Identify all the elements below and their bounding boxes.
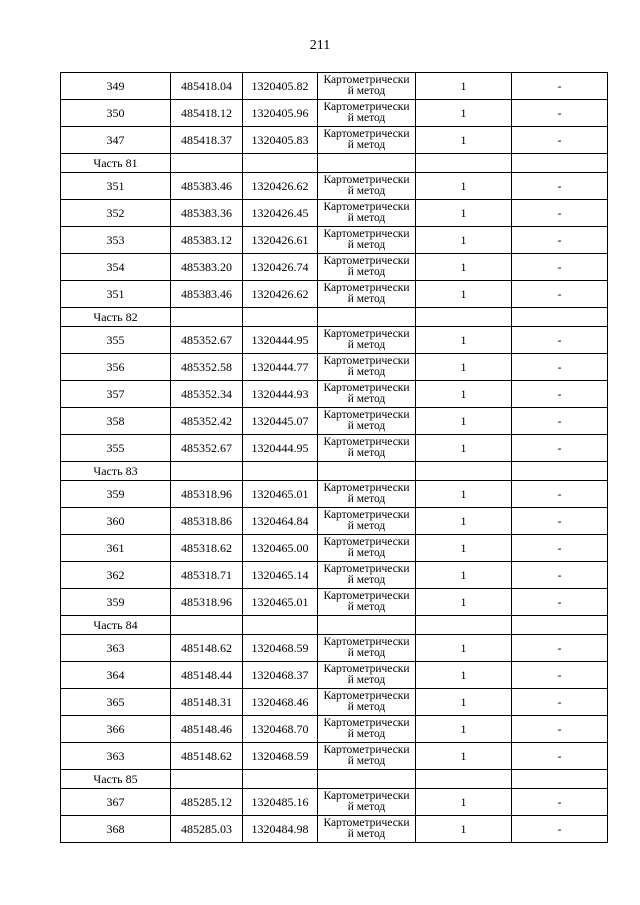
method-line-1: Картометрически <box>323 790 410 802</box>
point-number-cell: 351 <box>61 281 171 308</box>
note-cell: - <box>512 100 608 127</box>
y-coordinate-cell: 1320444.77 <box>243 354 318 381</box>
method-line-1: Картометрически <box>323 663 410 675</box>
method-line-2: й метод <box>347 239 386 251</box>
x-coordinate-cell: 485318.86 <box>171 508 243 535</box>
method-cell <box>318 535 416 562</box>
x-coordinate-cell: 485383.46 <box>171 173 243 200</box>
note-cell: - <box>512 481 608 508</box>
empty-cell <box>243 616 318 635</box>
table-row <box>61 716 608 743</box>
table-row <box>61 689 608 716</box>
x-coordinate-cell: 485418.04 <box>171 73 243 100</box>
point-number-cell: 367 <box>61 789 171 816</box>
y-coordinate-cell: 1320426.61 <box>243 227 318 254</box>
accuracy-cell: 1 <box>416 200 512 227</box>
method-line-2: й метод <box>347 339 386 351</box>
note-cell: - <box>512 73 608 100</box>
y-coordinate-cell: 1320405.83 <box>243 127 318 154</box>
method-line-2: й метод <box>347 520 386 532</box>
note-cell: - <box>512 562 608 589</box>
empty-cell <box>243 308 318 327</box>
method-line-1: Картометрически <box>323 201 410 213</box>
accuracy-cell: 1 <box>416 408 512 435</box>
x-coordinate-cell: 485352.67 <box>171 435 243 462</box>
point-number-cell: 347 <box>61 127 171 154</box>
method-line-2: й метод <box>347 801 386 813</box>
table-row <box>61 281 608 308</box>
point-number-cell: 351 <box>61 173 171 200</box>
note-cell: - <box>512 408 608 435</box>
page-number: 211 <box>309 38 331 53</box>
x-coordinate-cell: 485383.12 <box>171 227 243 254</box>
empty-cell <box>512 616 608 635</box>
point-number-cell: 365 <box>61 689 171 716</box>
method-line-2: й метод <box>347 674 386 686</box>
method-line-2: й метод <box>347 420 386 432</box>
empty-cell <box>171 770 243 789</box>
point-number-cell: 363 <box>61 635 171 662</box>
method-line-1: Картометрически <box>323 509 410 521</box>
accuracy-cell: 1 <box>416 562 512 589</box>
x-coordinate-cell: 485148.31 <box>171 689 243 716</box>
x-coordinate-cell: 485418.12 <box>171 100 243 127</box>
point-number-cell: 355 <box>61 435 171 462</box>
table-row <box>61 743 608 770</box>
y-coordinate-cell: 1320444.95 <box>243 327 318 354</box>
note-cell: - <box>512 281 608 308</box>
empty-cell <box>416 308 512 327</box>
method-line-1: Картометрически <box>323 282 410 294</box>
method-line-1: Картометрически <box>323 482 410 494</box>
table-row <box>61 789 608 816</box>
method-cell <box>318 689 416 716</box>
table-row <box>61 254 608 281</box>
part-label: Часть 82 <box>61 308 171 327</box>
method-line-1: Картометрически <box>323 536 410 548</box>
note-cell: - <box>512 816 608 843</box>
accuracy-cell: 1 <box>416 227 512 254</box>
empty-cell <box>318 462 416 481</box>
table-row <box>61 200 608 227</box>
part-label: Часть 84 <box>61 616 171 635</box>
part-label: Часть 83 <box>61 462 171 481</box>
part-header-row <box>61 462 608 481</box>
empty-cell <box>318 770 416 789</box>
method-cell <box>318 100 416 127</box>
table-row <box>61 481 608 508</box>
table-row <box>61 100 608 127</box>
method-cell <box>318 381 416 408</box>
method-line-2: й метод <box>347 701 386 713</box>
x-coordinate-cell: 485352.34 <box>171 381 243 408</box>
method-line-1: Картометрически <box>323 355 410 367</box>
empty-cell <box>318 616 416 635</box>
method-line-2: й метод <box>347 647 386 659</box>
y-coordinate-cell: 1320465.00 <box>243 535 318 562</box>
note-cell: - <box>512 589 608 616</box>
y-coordinate-cell: 1320465.01 <box>243 481 318 508</box>
method-cell <box>318 789 416 816</box>
note-cell: - <box>512 662 608 689</box>
accuracy-cell: 1 <box>416 743 512 770</box>
accuracy-cell: 1 <box>416 73 512 100</box>
empty-cell <box>512 462 608 481</box>
method-line-1: Картометрически <box>323 436 410 448</box>
table-row <box>61 816 608 843</box>
method-cell <box>318 354 416 381</box>
method-cell <box>318 562 416 589</box>
empty-cell <box>318 308 416 327</box>
method-line-1: Картометрически <box>323 328 410 340</box>
x-coordinate-cell: 485352.67 <box>171 327 243 354</box>
y-coordinate-cell: 1320485.16 <box>243 789 318 816</box>
method-line-2: й метод <box>347 547 386 559</box>
method-line-1: Картометрически <box>323 717 410 729</box>
table-row <box>61 73 608 100</box>
note-cell: - <box>512 200 608 227</box>
part-header-row <box>61 308 608 327</box>
point-number-cell: 349 <box>61 73 171 100</box>
accuracy-cell: 1 <box>416 173 512 200</box>
table-row <box>61 662 608 689</box>
method-line-2: й метод <box>347 266 386 278</box>
note-cell: - <box>512 508 608 535</box>
point-number-cell: 363 <box>61 743 171 770</box>
method-line-2: й метод <box>347 755 386 767</box>
empty-cell <box>243 462 318 481</box>
x-coordinate-cell: 485285.12 <box>171 789 243 816</box>
method-line-2: й метод <box>347 85 386 97</box>
method-line-1: Картометрически <box>323 255 410 267</box>
accuracy-cell: 1 <box>416 281 512 308</box>
empty-cell <box>171 616 243 635</box>
method-cell <box>318 716 416 743</box>
table-row <box>61 227 608 254</box>
x-coordinate-cell: 485318.96 <box>171 589 243 616</box>
table-row <box>61 173 608 200</box>
y-coordinate-cell: 1320465.01 <box>243 589 318 616</box>
point-number-cell: 360 <box>61 508 171 535</box>
method-line-1: Картометрически <box>323 382 410 394</box>
note-cell: - <box>512 127 608 154</box>
y-coordinate-cell: 1320426.74 <box>243 254 318 281</box>
method-line-1: Картометрически <box>323 101 410 113</box>
method-cell <box>318 254 416 281</box>
table-row <box>61 381 608 408</box>
y-coordinate-cell: 1320464.84 <box>243 508 318 535</box>
method-line-2: й метод <box>347 728 386 740</box>
method-cell <box>318 662 416 689</box>
y-coordinate-cell: 1320444.95 <box>243 435 318 462</box>
note-cell: - <box>512 535 608 562</box>
empty-cell <box>171 308 243 327</box>
part-header-row <box>61 154 608 173</box>
method-cell <box>318 127 416 154</box>
method-line-2: й метод <box>347 828 386 840</box>
note-cell: - <box>512 789 608 816</box>
method-cell <box>318 408 416 435</box>
x-coordinate-cell: 485318.71 <box>171 562 243 589</box>
y-coordinate-cell: 1320405.82 <box>243 73 318 100</box>
x-coordinate-cell: 485383.36 <box>171 200 243 227</box>
accuracy-cell: 1 <box>416 100 512 127</box>
y-coordinate-cell: 1320468.46 <box>243 689 318 716</box>
accuracy-cell: 1 <box>416 127 512 154</box>
accuracy-cell: 1 <box>416 327 512 354</box>
table-row <box>61 408 608 435</box>
y-coordinate-cell: 1320405.96 <box>243 100 318 127</box>
table-row <box>61 354 608 381</box>
y-coordinate-cell: 1320468.59 <box>243 743 318 770</box>
empty-cell <box>416 770 512 789</box>
x-coordinate-cell: 485148.62 <box>171 635 243 662</box>
note-cell: - <box>512 354 608 381</box>
accuracy-cell: 1 <box>416 589 512 616</box>
x-coordinate-cell: 485318.62 <box>171 535 243 562</box>
method-cell <box>318 200 416 227</box>
x-coordinate-cell: 485383.46 <box>171 281 243 308</box>
method-line-1: Картометрически <box>323 409 410 421</box>
table-row <box>61 508 608 535</box>
method-cell <box>318 435 416 462</box>
method-line-2: й метод <box>347 574 386 586</box>
y-coordinate-cell: 1320426.62 <box>243 173 318 200</box>
method-cell <box>318 481 416 508</box>
table-row <box>61 127 608 154</box>
empty-cell <box>416 154 512 173</box>
accuracy-cell: 1 <box>416 381 512 408</box>
method-line-2: й метод <box>347 293 386 305</box>
y-coordinate-cell: 1320444.93 <box>243 381 318 408</box>
y-coordinate-cell: 1320468.70 <box>243 716 318 743</box>
method-line-1: Картометрически <box>323 228 410 240</box>
part-label: Часть 81 <box>61 154 171 173</box>
x-coordinate-cell: 485418.37 <box>171 127 243 154</box>
method-line-2: й метод <box>347 393 386 405</box>
method-cell <box>318 281 416 308</box>
accuracy-cell: 1 <box>416 662 512 689</box>
accuracy-cell: 1 <box>416 354 512 381</box>
table-row <box>61 435 608 462</box>
accuracy-cell: 1 <box>416 789 512 816</box>
empty-cell <box>512 308 608 327</box>
part-header-row <box>61 616 608 635</box>
note-cell: - <box>512 327 608 354</box>
point-number-cell: 353 <box>61 227 171 254</box>
method-line-2: й метод <box>347 112 386 124</box>
method-cell <box>318 816 416 843</box>
point-number-cell: 352 <box>61 200 171 227</box>
y-coordinate-cell: 1320484.98 <box>243 816 318 843</box>
method-line-1: Картометрически <box>323 74 410 86</box>
empty-cell <box>171 154 243 173</box>
empty-cell <box>243 770 318 789</box>
y-coordinate-cell: 1320426.45 <box>243 200 318 227</box>
x-coordinate-cell: 485318.96 <box>171 481 243 508</box>
y-coordinate-cell: 1320468.37 <box>243 662 318 689</box>
note-cell: - <box>512 435 608 462</box>
y-coordinate-cell: 1320445.07 <box>243 408 318 435</box>
method-line-1: Картометрически <box>323 128 410 140</box>
y-coordinate-cell: 1320426.62 <box>243 281 318 308</box>
empty-cell <box>171 462 243 481</box>
method-line-1: Картометрически <box>323 690 410 702</box>
point-number-cell: 364 <box>61 662 171 689</box>
point-number-cell: 362 <box>61 562 171 589</box>
point-number-cell: 366 <box>61 716 171 743</box>
point-number-cell: 361 <box>61 535 171 562</box>
accuracy-cell: 1 <box>416 716 512 743</box>
method-line-1: Картометрически <box>323 590 410 602</box>
method-line-2: й метод <box>347 601 386 613</box>
x-coordinate-cell: 485148.46 <box>171 716 243 743</box>
coordinates-table-body <box>61 73 608 843</box>
note-cell: - <box>512 173 608 200</box>
table-row <box>61 589 608 616</box>
note-cell: - <box>512 227 608 254</box>
method-line-1: Картометрически <box>323 174 410 186</box>
empty-cell <box>416 616 512 635</box>
point-number-cell: 368 <box>61 816 171 843</box>
part-header-row <box>61 770 608 789</box>
point-number-cell: 359 <box>61 589 171 616</box>
method-line-2: й метод <box>347 212 386 224</box>
x-coordinate-cell: 485383.20 <box>171 254 243 281</box>
method-line-1: Картометрически <box>323 744 410 756</box>
table-row <box>61 535 608 562</box>
table-row <box>61 327 608 354</box>
accuracy-cell: 1 <box>416 689 512 716</box>
method-line-1: Картометрически <box>323 817 410 829</box>
method-cell <box>318 73 416 100</box>
note-cell: - <box>512 689 608 716</box>
method-line-1: Картометрически <box>323 563 410 575</box>
accuracy-cell: 1 <box>416 535 512 562</box>
y-coordinate-cell: 1320465.14 <box>243 562 318 589</box>
point-number-cell: 354 <box>61 254 171 281</box>
x-coordinate-cell: 485148.44 <box>171 662 243 689</box>
method-cell <box>318 635 416 662</box>
empty-cell <box>243 154 318 173</box>
method-line-2: й метод <box>347 493 386 505</box>
method-cell <box>318 173 416 200</box>
method-line-2: й метод <box>347 366 386 378</box>
empty-cell <box>512 770 608 789</box>
coordinates-table <box>60 72 608 843</box>
part-label: Часть 85 <box>61 770 171 789</box>
y-coordinate-cell: 1320468.59 <box>243 635 318 662</box>
table-row <box>61 635 608 662</box>
accuracy-cell: 1 <box>416 508 512 535</box>
method-cell <box>318 743 416 770</box>
x-coordinate-cell: 485352.58 <box>171 354 243 381</box>
method-cell <box>318 327 416 354</box>
point-number-cell: 358 <box>61 408 171 435</box>
x-coordinate-cell: 485148.62 <box>171 743 243 770</box>
method-cell <box>318 589 416 616</box>
note-cell: - <box>512 635 608 662</box>
point-number-cell: 355 <box>61 327 171 354</box>
accuracy-cell: 1 <box>416 816 512 843</box>
table-row <box>61 562 608 589</box>
note-cell: - <box>512 254 608 281</box>
empty-cell <box>318 154 416 173</box>
accuracy-cell: 1 <box>416 481 512 508</box>
empty-cell <box>512 154 608 173</box>
note-cell: - <box>512 381 608 408</box>
point-number-cell: 356 <box>61 354 171 381</box>
point-number-cell: 357 <box>61 381 171 408</box>
method-line-2: й метод <box>347 447 386 459</box>
empty-cell <box>416 462 512 481</box>
method-line-2: й метод <box>347 185 386 197</box>
accuracy-cell: 1 <box>416 435 512 462</box>
point-number-cell: 359 <box>61 481 171 508</box>
x-coordinate-cell: 485352.42 <box>171 408 243 435</box>
method-cell <box>318 508 416 535</box>
point-number-cell: 350 <box>61 100 171 127</box>
x-coordinate-cell: 485285.03 <box>171 816 243 843</box>
method-cell <box>318 227 416 254</box>
accuracy-cell: 1 <box>416 254 512 281</box>
accuracy-cell: 1 <box>416 635 512 662</box>
note-cell: - <box>512 743 608 770</box>
method-line-2: й метод <box>347 139 386 151</box>
note-cell: - <box>512 716 608 743</box>
method-line-1: Картометрически <box>323 636 410 648</box>
